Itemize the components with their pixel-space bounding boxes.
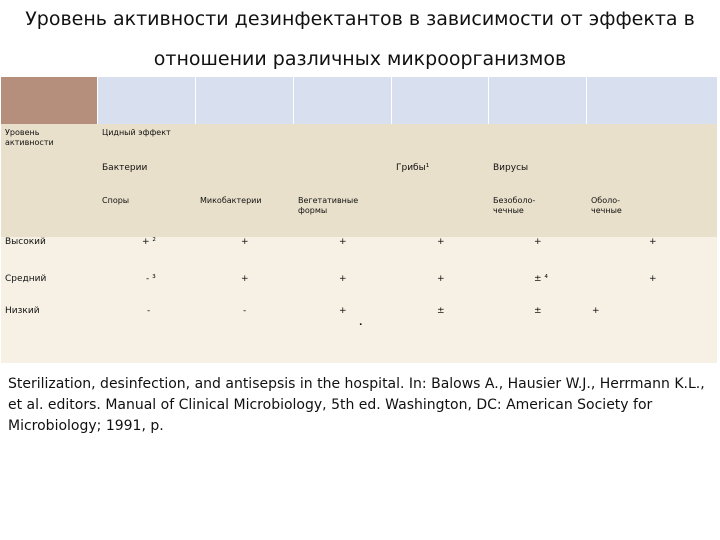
table-cell: + [241, 237, 249, 247]
table-header-strip [1, 77, 717, 124]
row-label-high: Высокий [5, 237, 46, 247]
dot-mark: . [359, 318, 363, 328]
table-cell: + [437, 237, 445, 247]
column-effect-label: Цидный эффект [102, 128, 171, 137]
header-cell [489, 77, 587, 124]
subcolumn-enveloped-label: Оболо- чечные [591, 196, 622, 215]
table-cell: + [649, 237, 657, 247]
header-cell [98, 77, 196, 124]
table-cell: - [243, 306, 247, 316]
title-line-2: отношении различных микроорганизмов [153, 48, 567, 70]
header-cell [294, 77, 392, 124]
column-viruses-label: Вирусы [493, 163, 529, 173]
activity-table [1, 77, 717, 363]
table-cell: + ² [142, 237, 157, 247]
subcolumn-nonenveloped-label: Безоболо- чечные [493, 196, 536, 215]
table-cell: - ³ [146, 274, 156, 284]
title-line-1: Уровень активности дезинфектантов в зависимости от эффекта в [25, 8, 695, 30]
subcolumn-myco-label: Микобактерии [200, 196, 262, 205]
table-cell: + [339, 237, 347, 247]
table-cell: + [241, 274, 249, 284]
table-cell: ± [534, 306, 542, 316]
table-cell: ± ⁴ [534, 274, 549, 284]
column-activity-label: Уровень активности [5, 128, 54, 147]
table-cell: - [147, 306, 151, 316]
table-data-body [1, 237, 717, 363]
header-corner-cell [1, 77, 98, 124]
row-label-low: Низкий [5, 306, 40, 316]
row-label-medium: Средний [5, 274, 47, 284]
table-cell: + [592, 306, 600, 316]
table-cell: + [339, 306, 347, 316]
source-citation: Sterilization, desinfection, and antisepsis in the hospital. In: Balows A., Hausier W.J., Herrmann K.L., et al. editors. Manual of Clinical Microbiology, 5th ed. Washington, DC: American Society for Microbiology; 1991, p. [8, 376, 705, 434]
subcolumn-vegetative-label: Вегетативные формы [298, 196, 359, 215]
subcolumn-spores-label: Споры [102, 196, 130, 205]
table-cell: + [437, 274, 445, 284]
table-cell: + [534, 237, 542, 247]
table-cell: + [649, 274, 657, 284]
column-fungi-label: Грибы¹ [396, 163, 430, 173]
table-cell: + [339, 274, 347, 284]
column-bacteria-label: Бактерии [102, 163, 148, 173]
table-cell: ± [437, 306, 445, 316]
header-cell [587, 77, 717, 124]
header-cell [392, 77, 489, 124]
header-cell [196, 77, 294, 124]
